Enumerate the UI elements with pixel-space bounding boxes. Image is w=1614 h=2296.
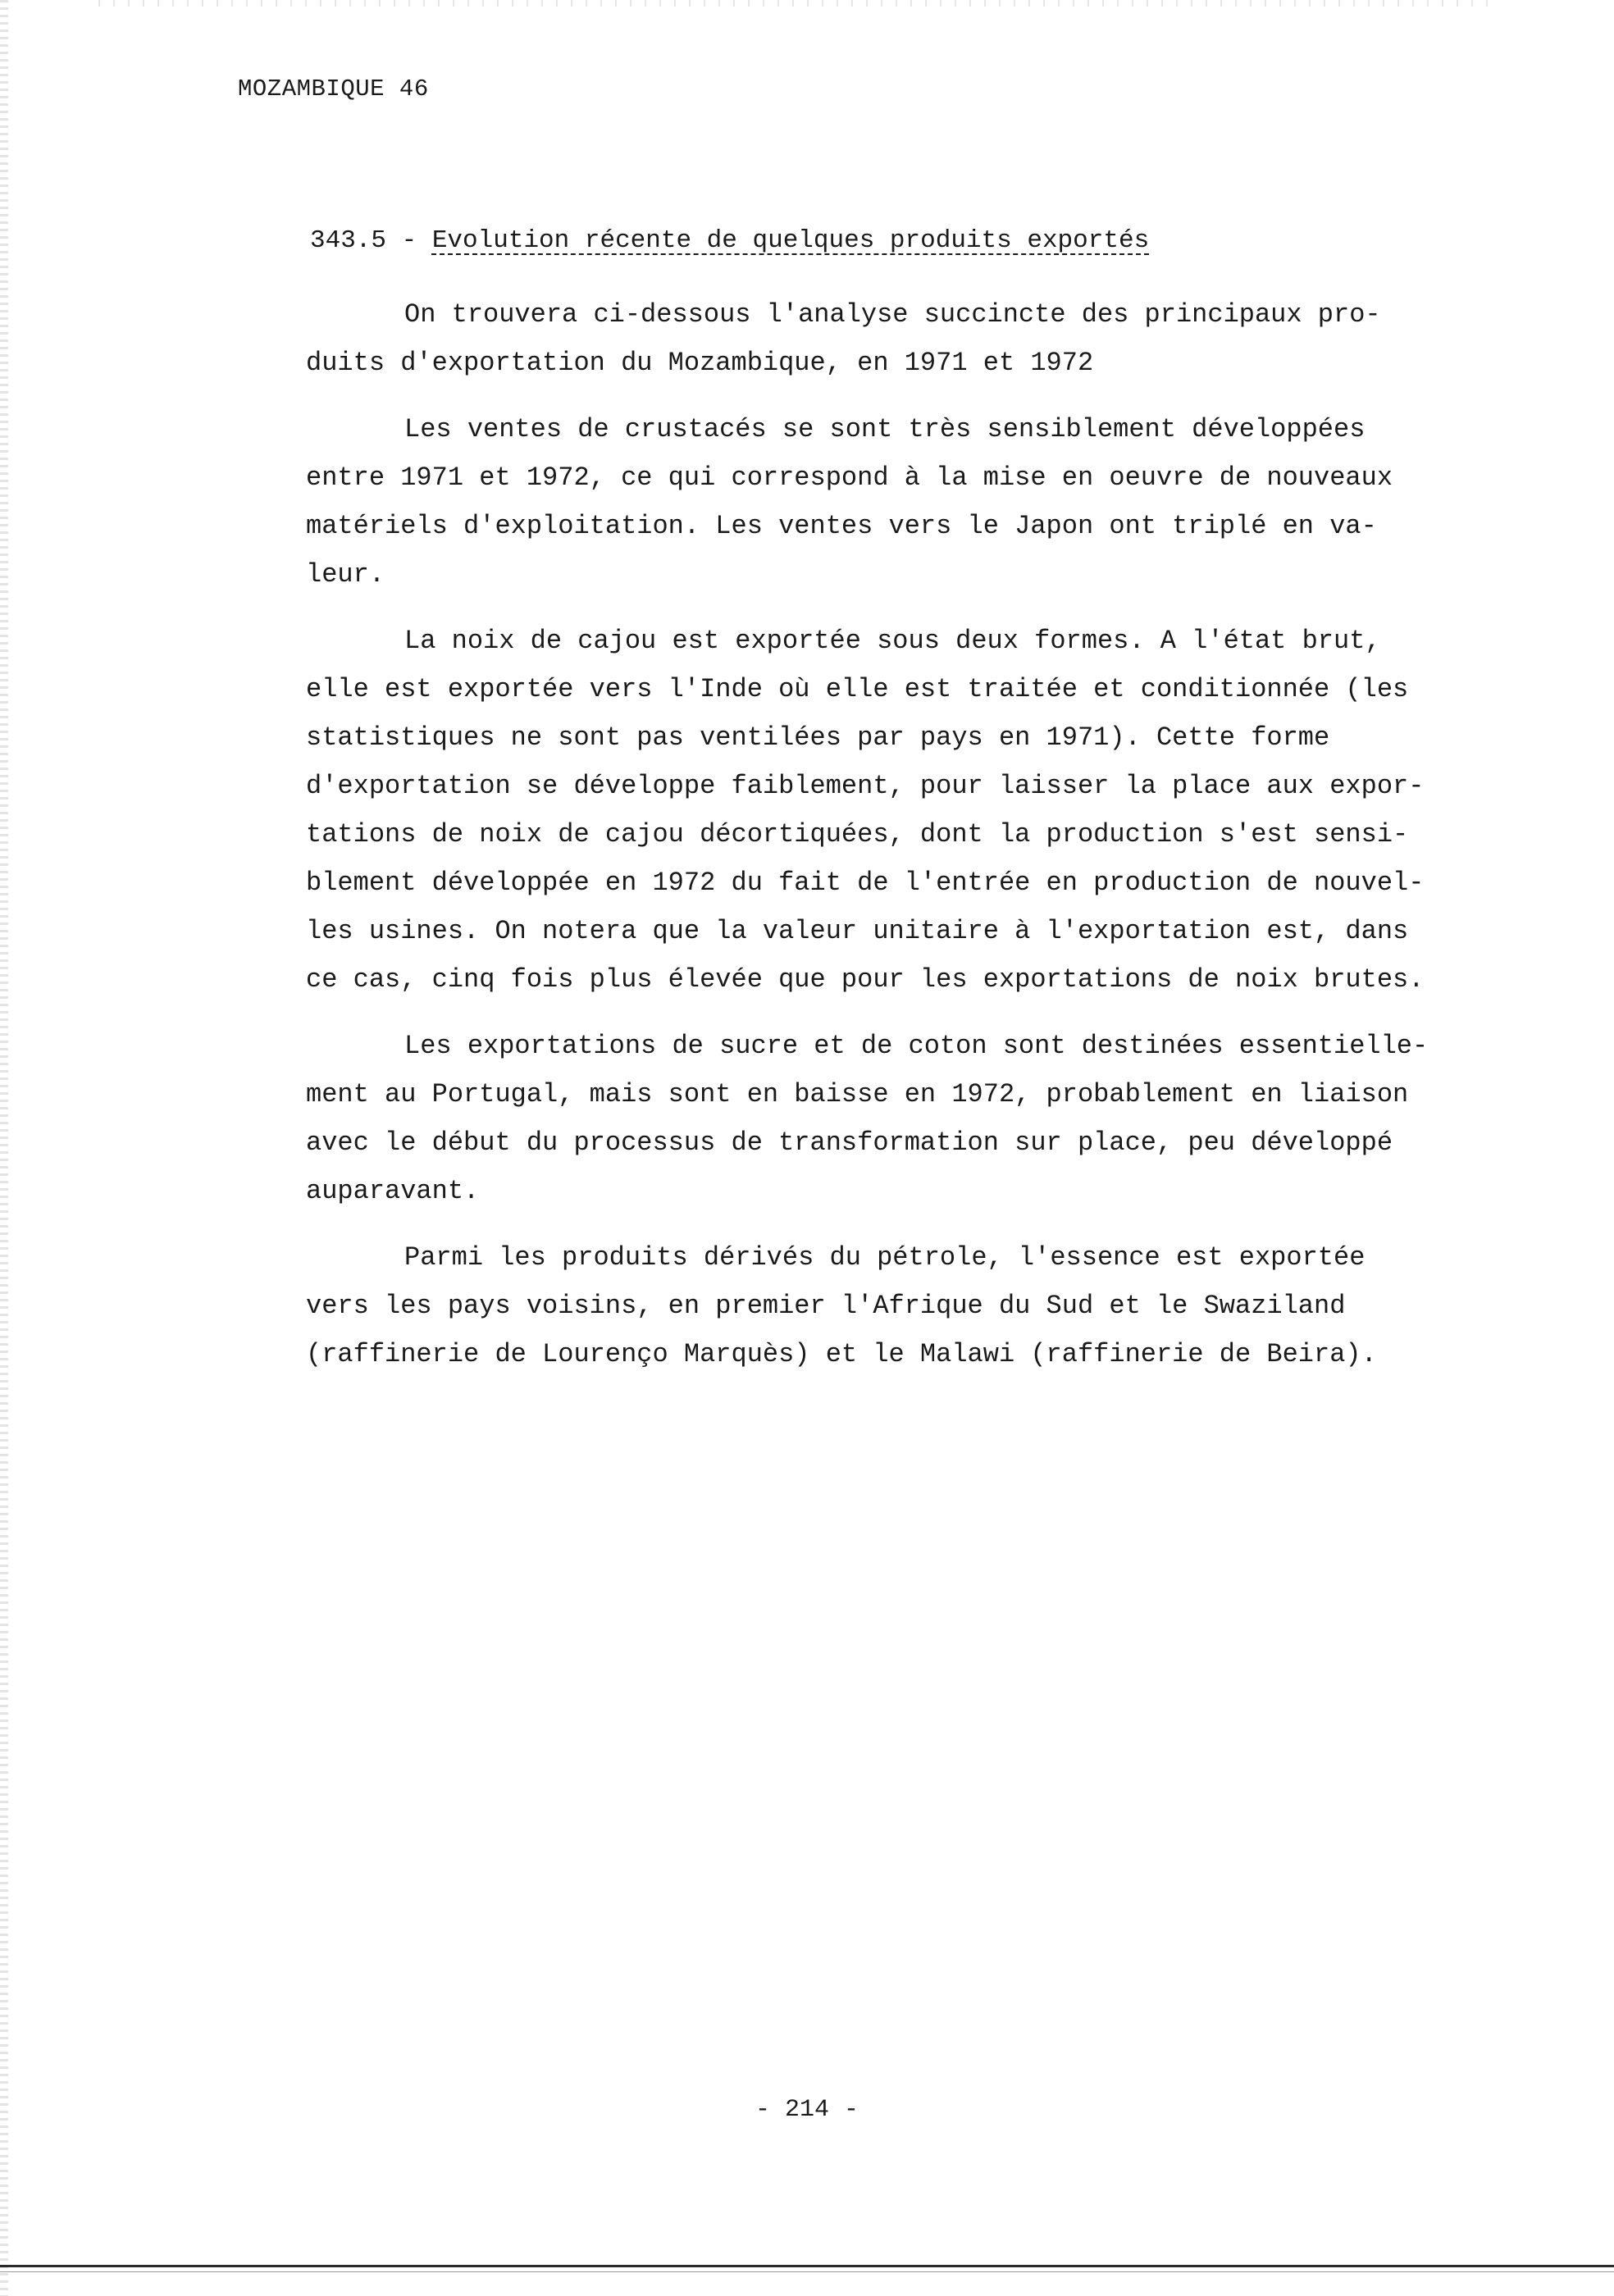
scan-edge-artifact xyxy=(0,0,8,2296)
text-line: leur. xyxy=(306,559,385,590)
text-line: matériels d'exploitation. Les ventes vers le Japon ont triplé en va- xyxy=(306,511,1377,541)
text-line: ce cas, cinq fois plus élevée que pour les exportations de noix brutes. xyxy=(306,964,1425,995)
section-number: 343.5 - xyxy=(310,226,432,255)
text-line: blement développée en 1972 du fait de l'entrée en production de nouvel- xyxy=(306,868,1425,898)
text-line: ment au Portugal, mais sont en baisse en 1972, probablement en liaison xyxy=(306,1079,1409,1109)
bottom-rule xyxy=(0,2265,1614,2267)
text-line: duits d'exportation du Mozambique, en 1971 et 1972 xyxy=(306,348,1094,378)
text-line: Les exportations de sucre et de coton sont destinées essentielle- xyxy=(404,1031,1429,1061)
text-line: d'exportation se développe faiblement, pour laisser la place aux expor- xyxy=(306,771,1425,801)
text-line: vers les pays voisins, en premier l'Afrique du Sud et le Swaziland xyxy=(306,1291,1346,1321)
text-line: les usines. On notera que la valeur unitaire à l'exportation est, dans xyxy=(306,916,1409,946)
text-line: On trouvera ci-dessous l'analyse succincte des principaux pro- xyxy=(404,299,1381,330)
text-line: entre 1971 et 1972, ce qui correspond à la mise en oeuvre de nouveaux xyxy=(306,462,1393,493)
section-title: Evolution récente de quelques produits exportés xyxy=(431,226,1150,255)
body-text xyxy=(306,290,1470,1396)
paragraph xyxy=(306,1233,1470,1378)
text-line: (raffinerie de Lourenço Marquès) et le Malawi (raffinerie de Beira). xyxy=(306,1339,1377,1369)
text-line: auparavant. xyxy=(306,1176,480,1206)
text-line: La noix de cajou est exportée sous deux formes. A l'état brut, xyxy=(404,626,1381,656)
text-line: elle est exportée vers l'Inde où elle est traitée et conditionnée (les xyxy=(306,674,1409,704)
paragraph xyxy=(306,405,1470,599)
text-line: Parmi les produits dérivés du pétrole, l'essence est exportée xyxy=(404,1242,1366,1273)
running-header: MOZAMBIQUE 46 xyxy=(238,75,429,102)
section-heading xyxy=(310,226,1149,255)
paragraph xyxy=(306,617,1470,1004)
paragraph xyxy=(306,1022,1470,1215)
paragraph xyxy=(306,290,1470,387)
page-number: - 214 - xyxy=(755,2096,859,2124)
text-line: tations de noix de cajou décortiquées, dont la production s'est sensi- xyxy=(306,819,1409,850)
scan-top-artifact xyxy=(98,0,1493,7)
text-line: avec le début du processus de transformation sur place, peu développé xyxy=(306,1128,1393,1158)
text-line: statistiques ne sont pas ventilées par pays en 1971). Cette forme xyxy=(306,722,1330,753)
bottom-rule-shadow xyxy=(0,2271,1614,2272)
text-line: Les ventes de crustacés se sont très sensiblement développées xyxy=(404,414,1366,444)
